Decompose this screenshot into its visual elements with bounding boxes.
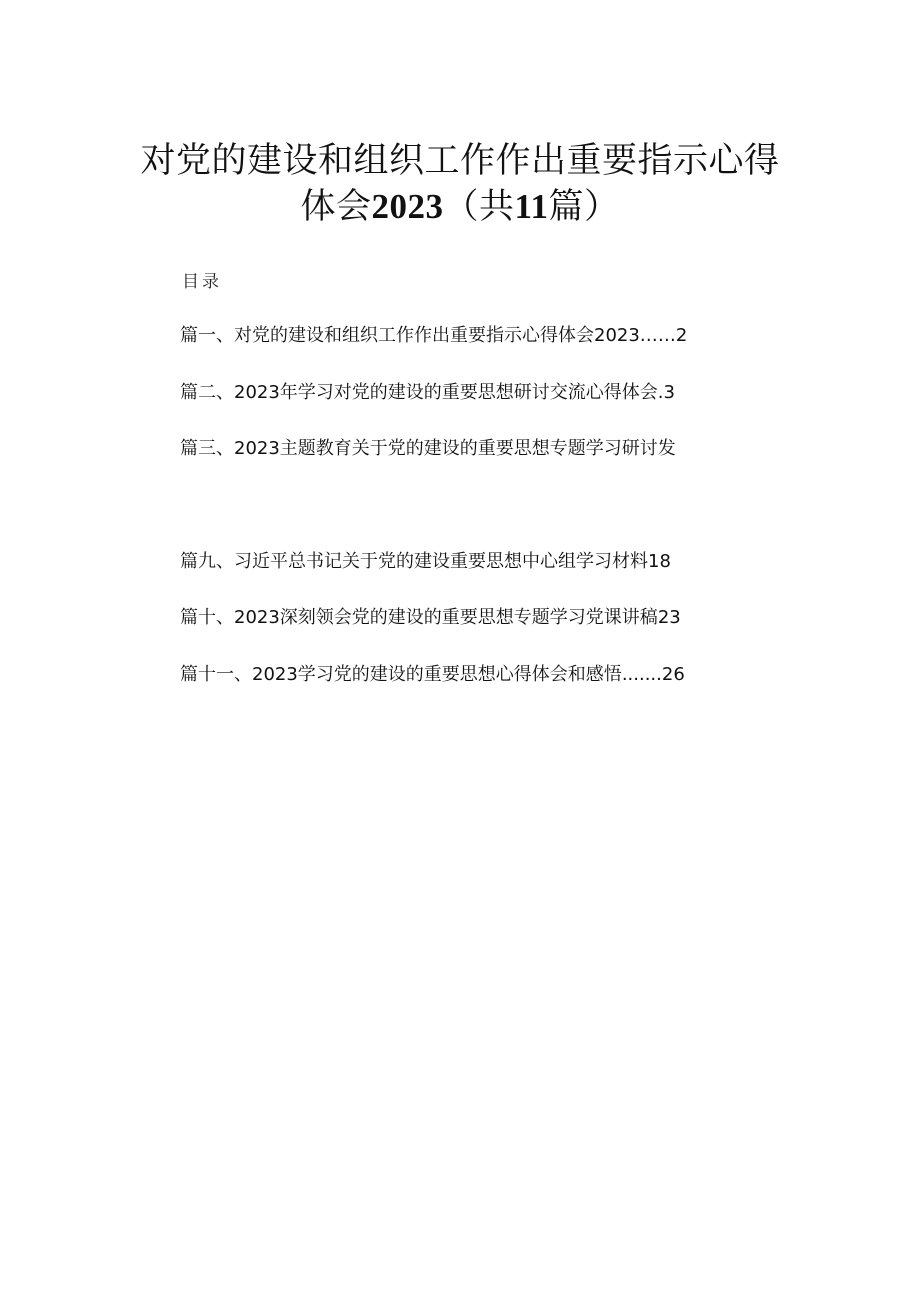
toc-item-1[interactable]: [180, 323, 687, 349]
toc-item-text: 2023深刻领会党的建设的重要思想专题学习党课讲稿: [234, 607, 658, 628]
toc-item-label: 篇十一、: [180, 664, 252, 685]
toc-item-page: 3: [663, 382, 675, 403]
toc-item-10[interactable]: [180, 605, 681, 631]
toc-item-page: .......26: [621, 664, 685, 685]
toc-item-label: 篇九、: [180, 551, 234, 572]
toc-item-3[interactable]: [180, 436, 676, 462]
title-count: 11: [514, 187, 549, 226]
toc-item-text: 对党的建设和组织工作作出重要指示心得体会2023…: [234, 325, 658, 346]
title-paren-open: （共: [443, 187, 515, 227]
toc-item-page: 18: [648, 551, 671, 572]
title-prefix: 体会: [300, 187, 372, 227]
title-text: 对党的建设和组织工作作出重要指示心得: [140, 141, 780, 181]
toc-item-page: …2: [657, 325, 688, 346]
toc-item-11[interactable]: [180, 662, 685, 688]
toc-item-label: 篇二、: [180, 382, 234, 403]
toc-item-label: 篇三、: [180, 438, 234, 459]
toc-heading: 目录: [182, 272, 222, 292]
toc-item-text: 2023学习党的建设的重要思想心得体会和感悟: [252, 664, 622, 685]
toc-item-text: 2023主题教育关于党的建设的重要思想专题学习研讨发: [234, 438, 676, 459]
toc-item-label: 篇一、: [180, 325, 234, 346]
toc-item-2[interactable]: [180, 380, 675, 406]
toc-item-text: 2023年学习对党的建设的重要思想研讨交流心得体会.: [234, 382, 664, 403]
toc-item-page: 23: [657, 607, 681, 628]
title-year: 2023: [371, 187, 444, 226]
toc-item-label: 篇十、: [180, 607, 234, 628]
toc-item-9[interactable]: [180, 549, 671, 575]
title-paren-close: 篇）: [548, 187, 620, 227]
toc-item-text: 习近平总书记关于党的建设重要思想中心组学习材料: [234, 551, 648, 572]
